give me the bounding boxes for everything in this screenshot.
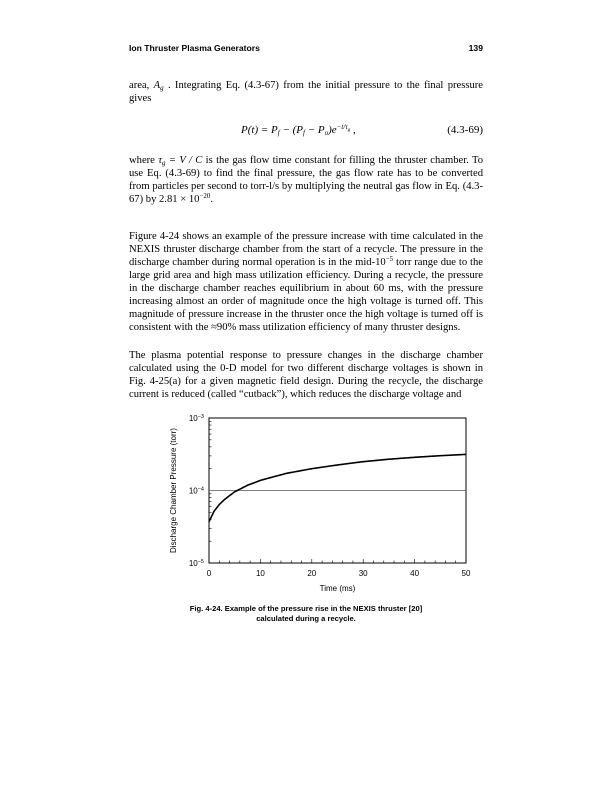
x-ticks	[209, 559, 466, 563]
x-tick-labels	[207, 569, 471, 578]
page-number: 139	[468, 43, 483, 53]
figure-caption	[129, 604, 483, 624]
y-axis-label: Discharge Chamber Pressure (torr)	[169, 428, 178, 553]
y-tick-1e-4: $10^{-4}$	[188, 486, 204, 496]
paragraph-2: where $\tau_g = V / C$ is the gas flow time constant for filling the thruster chamber. To use Eq. (4.3-69) to find the final pressure, the gas flow rate has to be converted from particles per second to torr-l/s by multiplying the neutral gas flow in Eq. (4.3-67) by $2.81 \times 10^{-20}$.	[129, 155, 484, 205]
svg-text:50: 50	[461, 569, 471, 578]
paragraph-3: Figure 4-24 shows an example of the pressure increase with time calculated in the NEXIS thruster discharge chamber from the start of a recycle. The pressure in the discharge chamber during normal operation is in the mid-$10^{-5}$ torr range due to the large grid area and high mass utilization efficiency. During a recycle, the pressure in the discharge chamber reaches equilibrium in about 60 ms, with the pressure increasing almost an order of magnitude once the high voltage is turned off. This magnitude of pressure increase in the thruster once the high voltage is turned off is consistent with the ≈90% mass utilization efficiency of many thruster designs.	[129, 231, 483, 333]
paragraph-4: The plasma potential response to pressure changes in the discharge chamber calculated using the 0-D model for two different discharge voltages is shown in Fig. 4-25(a) for a given magnetic field design. During the recycle, the discharge current is reduced (called “cutback”), which reduces the discharge voltage and	[129, 350, 483, 400]
figure-4-24-chart	[160, 410, 490, 600]
running-title: Ion Thruster Plasma Generators	[129, 43, 260, 53]
paragraph-1: area, $A_g$ . Integrating Eq. (4.3-67) from the initial pressure to the final pressure gives	[129, 80, 484, 104]
svg-text:30: 30	[358, 569, 368, 578]
svg-text:40: 40	[410, 569, 420, 578]
x-axis-label: Time (ms)	[319, 584, 356, 593]
equation-formula: $P(t) = P_f - (P_f - P_o)e^{-t/\tau_g}$ ,	[241, 123, 356, 137]
running-header	[129, 43, 483, 57]
caption-line-1: Fig. 4-24. Example of the pressure rise in the NEXIS thruster [20]	[189, 604, 423, 613]
equation-number: (4.3-69)	[447, 124, 483, 136]
pressure-curve	[209, 454, 466, 521]
svg-text:20: 20	[307, 569, 317, 578]
y-tick-1e-3: $10^{-3}$	[188, 414, 204, 423]
chart-svg	[160, 410, 490, 600]
equation-4-3-69	[129, 124, 483, 140]
caption-line-2: calculated during a recycle.	[256, 614, 356, 623]
svg-text:0: 0	[206, 569, 212, 578]
y-tick-1e-5: $10^{-5}$	[188, 559, 204, 568]
svg-text:10: 10	[255, 569, 265, 578]
y-tick-labels	[189, 414, 204, 568]
